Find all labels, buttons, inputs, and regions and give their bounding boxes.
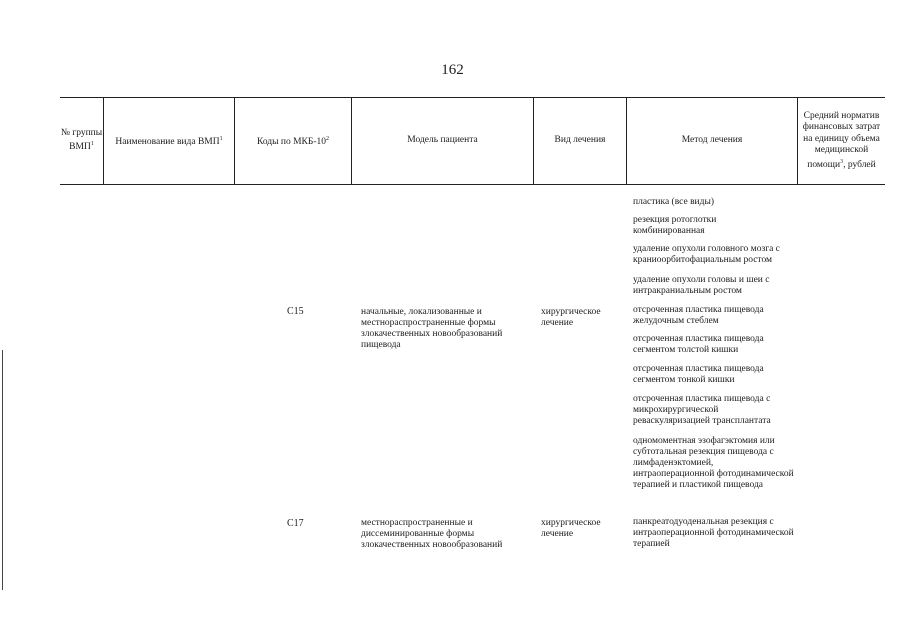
method-item: одномоментная эзофагэктомия или субтотальная резекция пищевода с лимфаденэктомией, интраоперационной фотодинамической терапией и пластикой пищевода — [633, 436, 794, 490]
header-col-name: Наименование вида ВМП$^1$ — [115, 135, 223, 147]
method-item: резекция ротоглотки комбинированная — [633, 215, 717, 236]
header-col-model: Модель пациента — [407, 135, 478, 146]
method-item: отсроченная пластика пищевода сегментом толстой кишки — [633, 334, 764, 355]
scan-margin-line — [2, 350, 3, 590]
header-col-cost: Средний норматив финансовых затрат на единицу объема медицинской помощи$^3$, рублей — [802, 110, 881, 170]
row-code-c15: C15 — [287, 306, 304, 317]
header-col-group: № группы ВМП$^1$ — [60, 127, 103, 153]
row-code-c17: C17 — [287, 518, 304, 529]
method-item: отсроченная пластика пищевода с микрохирургической реваскуляризацией трансплантата — [633, 394, 771, 426]
method-item: отсроченная пластика пищевода сегментом тонкой кишки — [633, 364, 764, 385]
method-item: пластика (все виды) — [633, 197, 715, 207]
row-model-c17: местнораспространенные и диссеминированные формы злокачественных новообразований — [361, 518, 503, 550]
header-col-codes: Коды по МКБ-$10^2$ — [256, 135, 330, 147]
method-item: отсроченная пластика пищевода желудочным стеблем — [633, 305, 764, 326]
row-treatment-c17: хирургическое лечение — [541, 518, 601, 539]
row-model-c15: начальные, локализованные и местнораспространенные формы злокачественных новообразований пищевода — [361, 307, 503, 350]
table-header-bottom-rule — [60, 184, 885, 185]
header-col-method: Метод лечения — [681, 135, 743, 146]
page-number: 162 — [441, 62, 464, 78]
method-item: панкреатодуоденальная резекция с интраоперационной фотодинамической терапией — [633, 517, 794, 549]
header-col-treatment: Вид лечения — [554, 135, 606, 146]
method-item: удаление опухоли головного мозга с краниоорбитофациальным ростом — [633, 244, 780, 265]
method-item: удаление опухоли головы и шеи с интракраниальным ростом — [633, 275, 770, 296]
row-treatment-c15: хирургическое лечение — [541, 307, 601, 328]
